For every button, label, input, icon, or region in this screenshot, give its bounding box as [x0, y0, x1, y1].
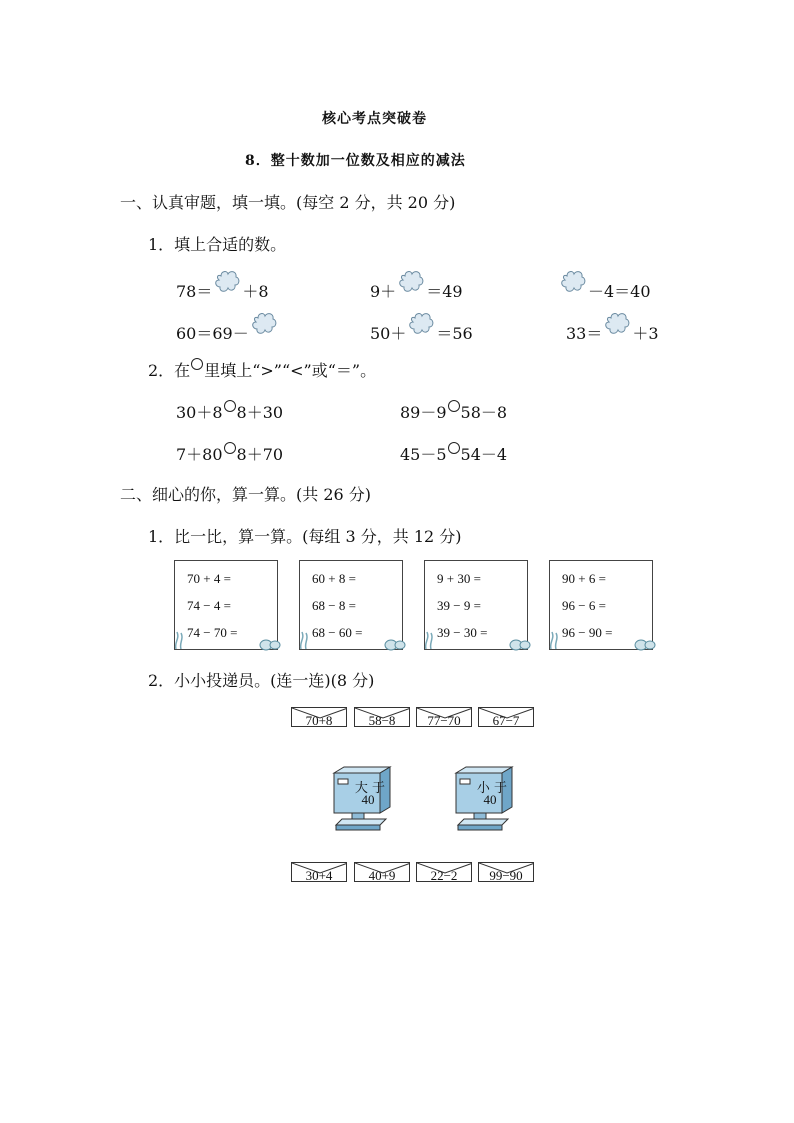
envelope-card[interactable]	[291, 707, 347, 727]
cloud-blank-icon[interactable]	[408, 312, 434, 336]
seaweed-icon	[423, 627, 435, 649]
q2-1-label: 1．比一比，算一算。(每组 3 分，共 12 分)	[148, 527, 462, 546]
calc-line: 39 − 30 =	[437, 625, 488, 640]
fill-in-item	[176, 320, 279, 344]
shell-icon	[509, 637, 531, 651]
calc-line: 9 + 30 =	[437, 571, 481, 586]
compare-item	[400, 442, 507, 465]
section-2-heading: 二、细心的你，算一算。(共 26 分)	[120, 485, 372, 504]
cloud-blank-icon[interactable]	[214, 270, 240, 294]
cloud-blank-icon[interactable]	[604, 312, 630, 336]
mailbox-number: 40	[483, 792, 497, 807]
envelope-card[interactable]	[354, 862, 410, 882]
q2-label-a: 2．在	[148, 361, 191, 380]
circle-icon	[191, 358, 203, 370]
compare-item	[400, 400, 507, 423]
cloud-blank-icon[interactable]	[398, 270, 424, 294]
seaweed-icon	[298, 627, 310, 649]
calc-line: 96 − 90 =	[562, 625, 613, 640]
page-subtitle: 8．整十数加一位数及相应的减法	[245, 153, 466, 169]
calc-line: 74 − 70 =	[187, 625, 238, 640]
expr-text: ＋8	[242, 281, 269, 301]
fill-in-item	[558, 278, 651, 302]
envelope-text: 30+4	[305, 868, 333, 882]
expr-text: 78＝	[176, 281, 213, 301]
envelope-text: 67−7	[492, 713, 520, 727]
fill-in-item	[370, 278, 463, 302]
compare-circle-blank[interactable]	[224, 442, 236, 454]
expr-text: 58－8	[460, 403, 508, 422]
section-1-heading: 一、认真审题，填一填。(每空 2 分，共 20 分)	[120, 193, 456, 212]
expr-text: ＝56	[436, 323, 473, 343]
calc-line: 68 − 8 =	[312, 598, 356, 613]
expr-text: 45－5	[400, 445, 447, 464]
expr-text: 9＋	[370, 281, 397, 301]
q1-label: 1．填上合适的数。	[148, 235, 287, 254]
calc-group-box	[424, 560, 528, 650]
q2-2-label: 2．小小投递员。(连一连)(8 分)	[148, 671, 375, 690]
calc-line: 96 − 6 =	[562, 598, 606, 613]
fill-in-item	[370, 320, 473, 344]
calc-line: 90 + 6 =	[562, 571, 606, 586]
compare-circle-blank[interactable]	[448, 442, 460, 454]
seaweed-icon	[548, 627, 560, 649]
mailbox-less[interactable]	[452, 765, 522, 835]
expr-text: ＋3	[632, 323, 659, 343]
calc-group-box	[174, 560, 278, 650]
mailbox-label: 小 于	[476, 781, 508, 796]
q2-label	[148, 358, 376, 381]
cloud-blank-icon[interactable]	[560, 270, 586, 294]
compare-item	[176, 442, 283, 465]
mailbox-label: 大 于	[354, 781, 386, 796]
expr-text: ＝49	[426, 281, 463, 301]
envelope-card[interactable]	[478, 707, 534, 727]
envelope-text: 22−2	[430, 868, 458, 882]
expr-text: 89－9	[400, 403, 447, 422]
expr-text: －4＝40	[588, 281, 651, 301]
expr-text: 30＋8	[176, 403, 223, 422]
fill-in-item	[566, 320, 659, 344]
calc-line: 60 + 8 =	[312, 571, 356, 586]
envelope-card[interactable]	[478, 862, 534, 882]
expr-text: 7＋80	[176, 445, 223, 464]
seaweed-icon	[173, 627, 185, 649]
shell-icon	[634, 637, 656, 651]
mailbox-greater[interactable]	[330, 765, 400, 835]
envelope-text: 77−70	[427, 713, 461, 727]
expr-text: 54－4	[460, 445, 508, 464]
fill-in-item	[176, 278, 269, 302]
mailbox-number: 40	[361, 792, 375, 807]
expr-text: 8＋70	[236, 445, 284, 464]
compare-item	[176, 400, 283, 423]
shell-icon	[384, 637, 406, 651]
envelope-card[interactable]	[416, 862, 472, 882]
shell-icon	[259, 637, 281, 651]
compare-circle-blank[interactable]	[224, 400, 236, 412]
envelope-text: 99−90	[489, 868, 523, 882]
compare-circle-blank[interactable]	[448, 400, 460, 412]
cloud-blank-icon[interactable]	[251, 312, 277, 336]
calc-line: 70 + 4 =	[187, 571, 231, 586]
calc-group-box	[299, 560, 403, 650]
page-title: 核心考点突破卷	[322, 111, 427, 127]
envelope-text: 58−8	[368, 713, 396, 727]
expr-text: 33＝	[566, 323, 603, 343]
expr-text: 8＋30	[236, 403, 284, 422]
calc-line: 68 − 60 =	[312, 625, 363, 640]
envelope-card[interactable]	[416, 707, 472, 727]
calc-group-box	[549, 560, 653, 650]
expr-text: 60＝69－	[176, 323, 249, 343]
envelope-text: 40+9	[368, 868, 396, 882]
q2-label-b: 里填上“>”“<”或“＝”。	[204, 361, 377, 380]
expr-text: 50＋	[370, 323, 407, 343]
envelope-card[interactable]	[354, 707, 410, 727]
envelope-card[interactable]	[291, 862, 347, 882]
calc-line: 39 − 9 =	[437, 598, 481, 613]
calc-line: 74 − 4 =	[187, 598, 231, 613]
envelope-text: 70+8	[305, 713, 333, 727]
